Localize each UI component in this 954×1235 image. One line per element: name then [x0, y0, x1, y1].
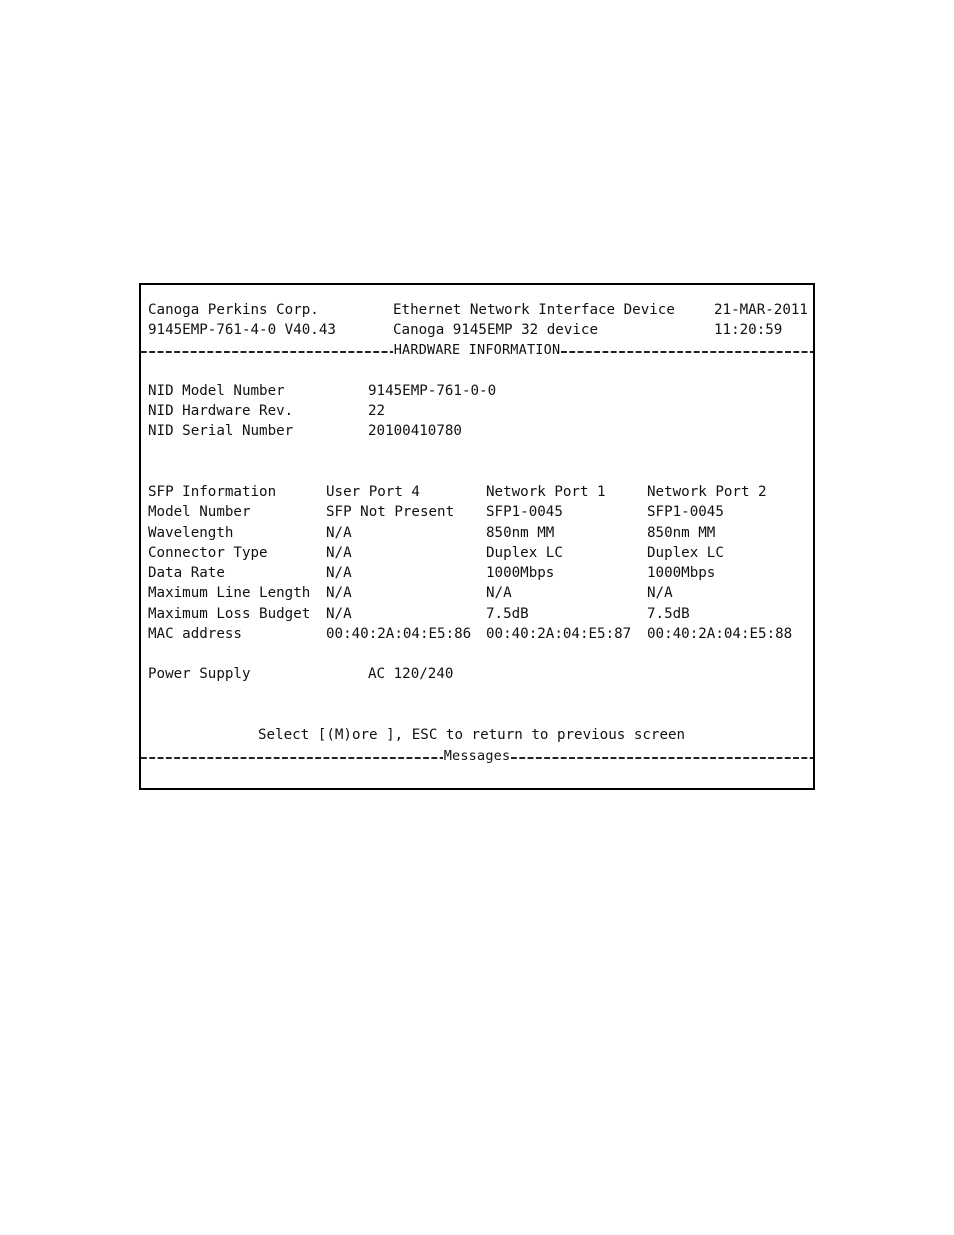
- table-cell: N/A: [486, 585, 512, 601]
- table-cell: 00:40:2A:04:E5:86: [326, 626, 472, 642]
- table-cell: SFP Not Present: [326, 504, 455, 520]
- nid-hw-rev-value: 22: [368, 403, 386, 419]
- table-cell: N/A: [326, 585, 352, 601]
- table-cell: 7.5dB: [647, 606, 690, 622]
- product-title: Ethernet Network Interface Device: [393, 302, 675, 318]
- power-supply-value: AC 120/240: [368, 666, 454, 682]
- table-row-label: Maximum Line Length: [148, 585, 311, 601]
- table-row-label: Connector Type: [148, 545, 268, 561]
- terminal-screen: [139, 283, 815, 790]
- nid-model-value: 9145EMP-761-0-0: [368, 383, 497, 399]
- table-cell: 1000Mbps: [647, 565, 716, 581]
- table-cell: 850nm MM: [486, 525, 555, 541]
- table-cell: N/A: [326, 545, 352, 561]
- sfp-header-user-port-4: User Port 4: [326, 484, 420, 500]
- table-cell: 00:40:2A:04:E5:87: [486, 626, 632, 642]
- hardware-info-divider: [141, 340, 813, 360]
- table-row-label: Model Number: [148, 504, 251, 520]
- table-row-label: MAC address: [148, 626, 242, 642]
- table-cell: Duplex LC: [647, 545, 724, 561]
- nid-model-label: NID Model Number: [148, 383, 285, 399]
- table-cell: Duplex LC: [486, 545, 563, 561]
- table-cell: 1000Mbps: [486, 565, 555, 581]
- table-cell: 7.5dB: [486, 606, 529, 622]
- nid-serial-label: NID Serial Number: [148, 423, 294, 439]
- table-row-label: Wavelength: [148, 525, 234, 541]
- table-cell: SFP1-0045: [647, 504, 724, 520]
- nid-serial-value: 20100410780: [368, 423, 462, 439]
- table-cell: SFP1-0045: [486, 504, 563, 520]
- table-cell: N/A: [326, 565, 352, 581]
- power-supply-label: Power Supply: [148, 666, 251, 682]
- section-title: HARDWARE INFORMATION: [393, 342, 561, 358]
- sfp-header-info: SFP Information: [148, 484, 277, 500]
- nid-hw-rev-label: NID Hardware Rev.: [148, 403, 294, 419]
- table-cell: N/A: [326, 606, 352, 622]
- sfp-header-network-port-2: Network Port 2: [647, 484, 767, 500]
- table-row-label: Data Rate: [148, 565, 225, 581]
- company-name: Canoga Perkins Corp.: [148, 302, 319, 318]
- table-cell: 00:40:2A:04:E5:88: [647, 626, 793, 642]
- table-cell: 850nm MM: [647, 525, 716, 541]
- time: 11:20:59: [714, 322, 783, 338]
- date: 21-MAR-2011: [714, 302, 808, 318]
- messages-divider: [141, 746, 813, 766]
- device-name: Canoga 9145EMP 32 device: [393, 322, 598, 338]
- messages-title: Messages: [443, 748, 511, 764]
- table-row-label: Maximum Loss Budget: [148, 606, 311, 622]
- sfp-header-network-port-1: Network Port 1: [486, 484, 606, 500]
- table-cell: N/A: [326, 525, 352, 541]
- table-cell: N/A: [647, 585, 673, 601]
- firmware-version: 9145EMP-761-4-0 V40.43: [148, 322, 336, 338]
- command-prompt[interactable]: Select [(M)ore ], ESC to return to previous screen: [258, 727, 686, 743]
